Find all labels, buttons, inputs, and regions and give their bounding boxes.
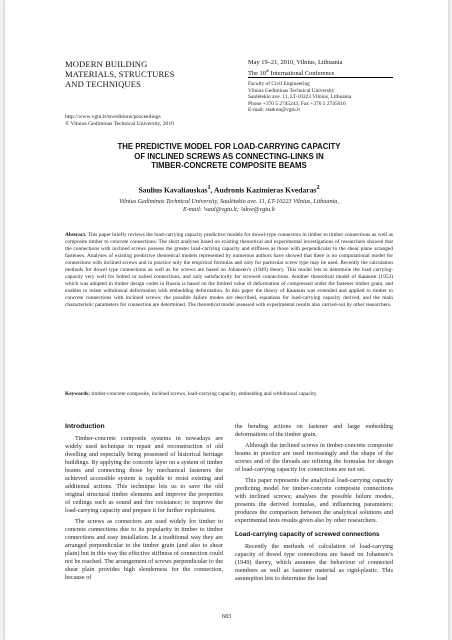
author-emails[interactable]: E-mail: ¹saul@vgtu.lt; ²akve@vgtu.lt <box>182 205 276 213</box>
proceedings-url[interactable]: http://www.vgtu.lt/en/editions/proceedings <box>65 113 161 120</box>
conference-name-text: International Conference <box>269 70 335 78</box>
address-line: Vilnius Gediminas Technical University <box>248 87 335 94</box>
keywords-label: Keywords: <box>65 391 91 397</box>
paragraph: Timber-concrete composite systems in nowadays are widely used technique in repair and reconstruction of old dwelling and especially being possessed of historical heritage buildings. By applying the concrete layer on a system of timber beams and connecting those by mechanical fasteners the achieved accessible system is capable to resist existing and additional actions. This technique lets us to save the old original structural timber elements and improve the properties of ceilings such as sound and fire resistance; to improve the load-carrying capacity and prepare it for further exploitation. <box>65 435 223 514</box>
abstract <box>65 232 393 309</box>
keywords <box>65 391 393 398</box>
keywords-text: timber-concrete composite, inclined screws, load-carrying capacity, embedding and withdrawal capacity. <box>91 391 318 397</box>
conference-header <box>248 59 398 114</box>
author-affiliation-mark: 2 <box>316 184 320 191</box>
paper-title <box>65 142 393 171</box>
abstract-label: Abstract. <box>65 232 87 238</box>
paragraph: The screws as connectors are used widely for timber to concrete connections due to its popularity in timber to timber connections and easy installation. In a traditional way they are arranged perpendicular to the timber grain (and also to shear plain) but in this way the effective stiffness of connection could not be reached. The arrangement of screws perpendicular to the shear plain provides high slenderness for the connection, because of <box>65 518 223 581</box>
address-line: Phone +370 5 2745243, Fax +370 5 2745016 <box>248 100 346 107</box>
author-list <box>65 184 393 195</box>
conference-date: May 19–21, 2010, Vilnius, Lithuania <box>248 59 343 66</box>
author-name: Saulius Kavaliauskas <box>138 185 208 195</box>
left-column <box>65 423 223 585</box>
paragraph: This paper represents the analytical load-carrying capacity predicting model for timber-concrete composite connections with inclined screws; analyses the possible failure modes, presents the derived formulas, and influencing parameters; produces the comparison between the analytical solutions and experimental tests results given also by other researchers. <box>235 477 393 524</box>
address-line: Saulėtekio ave. 11, LT-10223 Vilnius, Lithuania <box>248 94 352 101</box>
header-divider <box>248 77 393 78</box>
document-page <box>5 0 448 640</box>
affiliation <box>65 198 393 213</box>
journal-header <box>65 59 215 128</box>
faculty-address <box>248 81 398 114</box>
author-name: Audronis Kazimieras Kvedaras <box>214 185 317 195</box>
contact-email[interactable]: E-mail: statkon@vgtu.lt <box>248 107 300 114</box>
page-number: 683 <box>221 613 232 620</box>
journal-name-line: AND TECHNIQUES <box>65 79 141 90</box>
title-line: THE PREDICTIVE MODEL FOR LOAD-CARRYING CAPACITY <box>117 142 341 151</box>
conference-name-suffix: th <box>265 68 270 73</box>
right-column <box>235 423 393 586</box>
journal-name-line: MODERN BUILDING <box>65 59 148 69</box>
address-line: Faculty of Civil Engineering <box>248 81 310 87</box>
paragraph: Recently the methods of calculation of load-carrying capacity of dowel type connections are based on Johansen’s (1949) theory, which assumes the behaviour of connected members as well as fastener material as rigid-plastic. This assumption lets to determine the load <box>235 543 393 582</box>
section-heading-load-carrying: Load-carrying capacity of screwed connections <box>235 531 380 538</box>
copyright-notice: © Vilnius Gediminas Technical University, 2010 <box>65 120 174 127</box>
title-line: TIMBER-CONCRETE COMPOSITE BEAMS <box>151 161 307 171</box>
paragraph: Although the inclined screws in timber-concrete composite beams in practice are used increasingly and the shape of the screws and of the threads are refining the formulas for design of load-carrying capacity for connections are not set. <box>235 442 393 473</box>
section-heading-introduction: Introduction <box>65 423 105 430</box>
author-affiliation-mark: 1 <box>207 184 211 191</box>
journal-name-line: MATERIALS, STRUCTURES <box>65 69 175 80</box>
title-line: OF INCLINED SCREWS AS CONNECTING-LINKS IN <box>134 151 324 161</box>
affiliation-line: Vilnius Gediminas Technical University, Saulėtekio ave. 11, LT-10223 Vilnius, Lithuania, <box>119 198 339 205</box>
paragraph: the bending actions on fastener and large embedding deformations of the timber grain. <box>235 423 393 438</box>
conference-name-number: The 10 <box>248 70 266 78</box>
abstract-text: This paper briefly reviews the load-carrying capacity predictive models for dowel-type connectors in timber to timber connections as well as composite timber to concrete connections. The short analyses based on existing theoretical and experimental investigations of researchers showed that the connections with inclined screws possess the greater load-carrying capacity and stiffness as those with perpendicular to the shear plane arranged fasteners. Analyses of existing predictive theoretical models represented by numerous authors have showed that there is no computational model for connections with inclined screws and in practice only the empirical formulas and only for particular screw type may be used. Recently the calculation methods for dowel type connections as well as for screws are based on Johansen’s (1949) theory. This model lets to determine the load carrying-capacity very well for bolted or nailed connections, and only satisfactorily for screwed connections. Another theoretical model of Кашкин (1953) which was adopted in timber design codes in Russia is based on the limited value of deformation of compressed under the fastener timber grain, and enables to relate withdrawal deformation with embedding deformation. In this paper the theory of Кашкин was extended and applied to timber to concrete connections with inclined screws; the possible failure modes are described, equations for load-carrying capacity derived, and the main characteristic parameters for connection are determined. The theoretical model assessed with experimental results also carried-out by other researchers. <box>65 232 393 308</box>
author-separator: , <box>210 185 215 195</box>
